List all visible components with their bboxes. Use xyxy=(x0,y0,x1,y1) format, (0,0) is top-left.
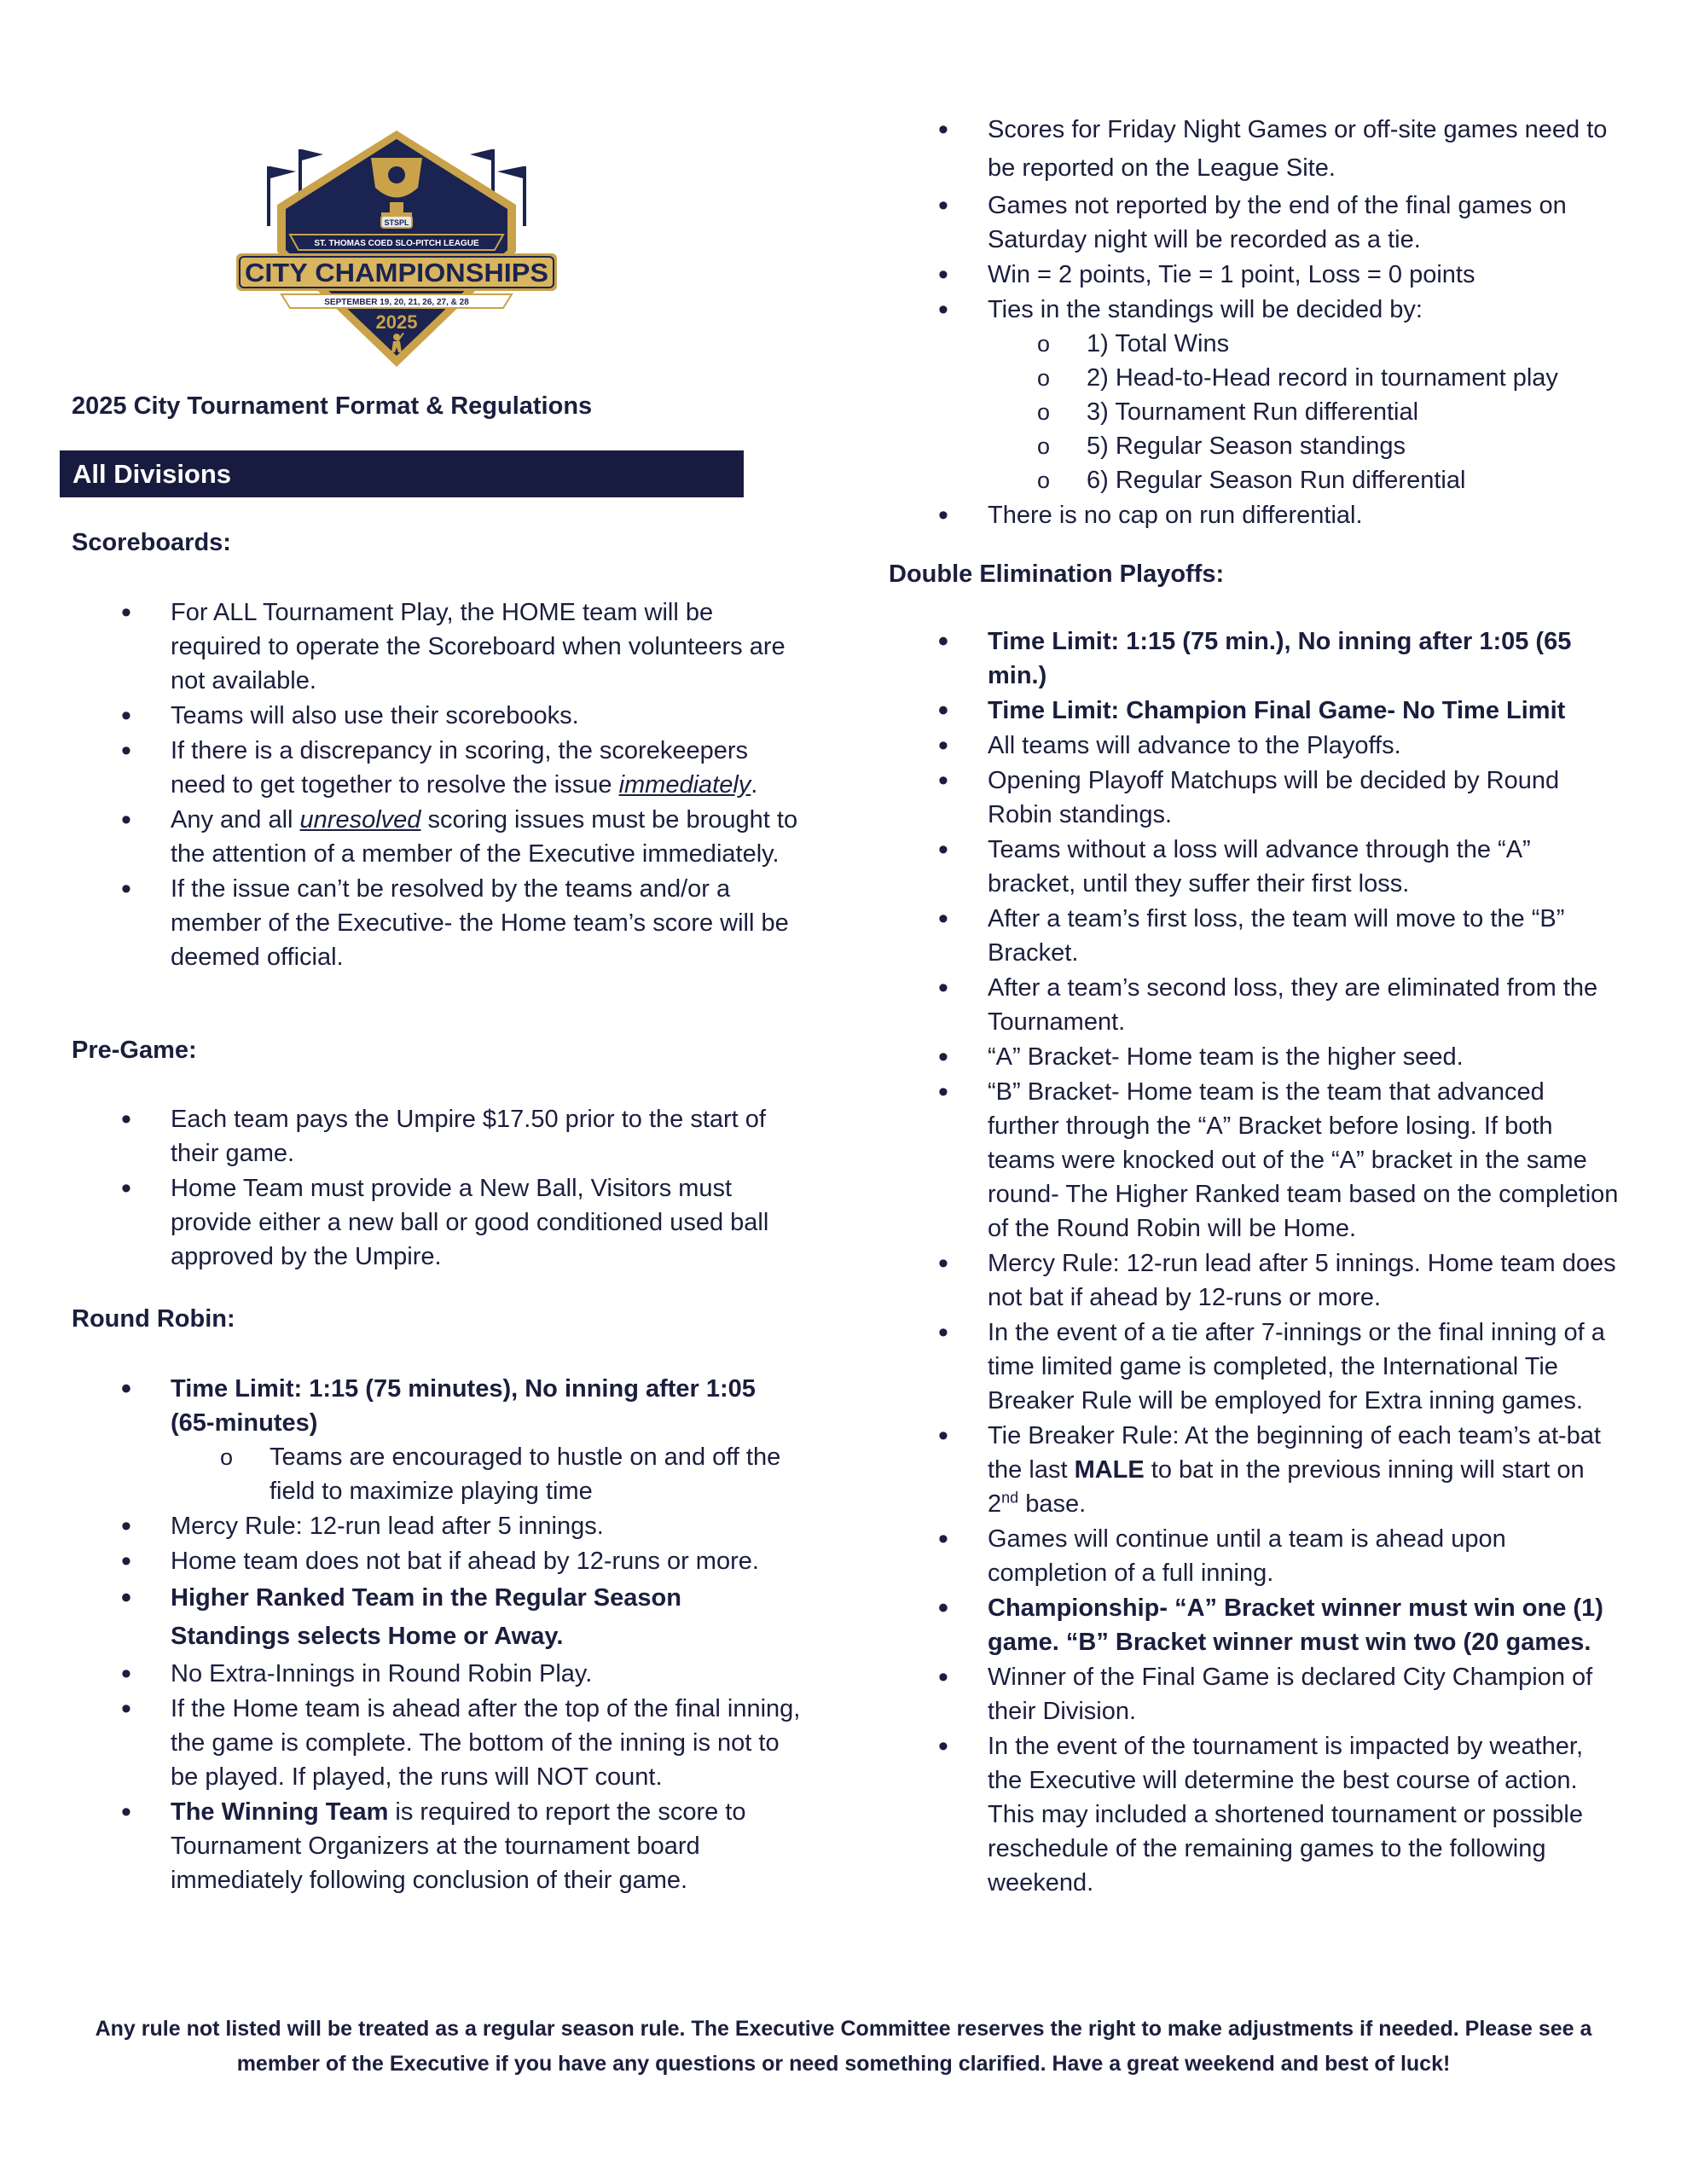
scoreboards-list xyxy=(121,595,803,975)
footer-note: Any rule not listed will be treated as a regular season rule. The Executive Committee reserves the right to make adjustments if needed. Please see a member of the Executive if you have any questions or need something clarified. Have a great weekend and best of luck! xyxy=(95,2017,1592,2076)
list-item: • For ALL Tournament Play, the HOME team will be required to operate the Scoreboard when volunteers are not available. xyxy=(121,595,803,698)
sub-list-item: o 6) Regular Season Run differential xyxy=(1037,463,1620,497)
round-robin-list xyxy=(121,1372,803,1898)
list-item: • Time Limit: 1:15 (75 min.), No inning after 1:05 (65 min.) xyxy=(938,624,1620,693)
list-item: • After a team’s second loss, they are eliminated from the Tournament. xyxy=(938,971,1620,1039)
list-item: • Ties in the standings will be decided by: o 1) Total Wins o 2) Head-to-Head record in tournament play o 3) Tournament Run differential o 5) Regular Season standings o 6) Regular Season Run differential xyxy=(938,293,1620,497)
reporting-list xyxy=(938,111,1620,533)
list-item: • Each team pays the Umpire $17.50 prior to the start of their game. xyxy=(121,1102,803,1170)
list-item: • Mercy Rule: 12-run lead after 5 innings. xyxy=(121,1509,803,1543)
tiebreaker-sublist xyxy=(988,327,1620,497)
list-item: • In the event of the tournament is impacted by weather, the Executive will determine the best course of action. This may included a shortened tournament or possible reschedule of the remaining games to the following weekend. xyxy=(938,1729,1620,1900)
list-item: • Any and all unresolved scoring issues must be brought to the attention of a member of the Executive immediately. xyxy=(121,803,803,871)
heading-scoreboards: Scoreboards: xyxy=(72,529,231,556)
heading-round-robin: Round Robin: xyxy=(72,1305,235,1333)
svg-text:2025: 2025 xyxy=(375,311,418,333)
list-item: • In the event of a tie after 7-innings or the final inning of a time limited game is completed, the International Tie Breaker Rule will be employed for Extra inning games. xyxy=(938,1316,1620,1418)
sub-list-item: o 2) Head-to-Head record in tournament play xyxy=(1037,361,1620,395)
sub-list-item: o Teams are encouraged to hustle on and off the field to maximize playing time xyxy=(220,1440,803,1508)
list-item: • There is no cap on run differential. xyxy=(938,498,1620,532)
list-item: • “B” Bracket- Home team is the team that advanced further through the “A” Bracket before losing. If both teams were knocked out of the “A” bracket in the same round- The Higher Ranked team based on the completion of the Round Robin will be Home. xyxy=(938,1075,1620,1246)
city-championships-logo xyxy=(235,124,559,371)
list-item: • No Extra-Innings in Round Robin Play. xyxy=(121,1657,803,1691)
svg-text:CITY CHAMPIONSHIPS: CITY CHAMPIONSHIPS xyxy=(245,258,548,288)
list-item: • Games not reported by the end of the final games on Saturday night will be recorded as a tie. xyxy=(938,189,1620,257)
svg-text:ST. THOMAS COED SLO-PITCH LEAG: ST. THOMAS COED SLO-PITCH LEAGUE xyxy=(314,239,479,248)
sub-list-item: o 1) Total Wins xyxy=(1037,327,1620,361)
list-item: • If there is a discrepancy in scoring, the scorekeepers need to get together to resolve the issue immediately. xyxy=(121,734,803,802)
list-item: • After a team’s first loss, the team will move to the “B” Bracket. xyxy=(938,902,1620,970)
list-item: • Games will continue until a team is ahead upon completion of a full inning. xyxy=(938,1522,1620,1590)
list-item: • Championship- “A” Bracket winner must win one (1) game. “B” Bracket winner must win two (20 games. xyxy=(938,1591,1620,1659)
list-item: • Winner of the Final Game is declared City Champion of their Division. xyxy=(938,1660,1620,1728)
list-item: • Win = 2 points, Tie = 1 point, Loss = 0 points xyxy=(938,258,1620,292)
list-item: • Higher Ranked Team in the Regular Season Standings selects Home or Away. xyxy=(121,1579,803,1656)
list-item: • Time Limit: 1:15 (75 minutes), No inning after 1:05 (65-minutes) o Teams are encouraged to hustle on and off the field to maximize playing time xyxy=(121,1372,803,1508)
heading-double-elimination: Double Elimination Playoffs: xyxy=(889,561,1225,588)
list-item: • “A” Bracket- Home team is the higher seed. xyxy=(938,1040,1620,1074)
playoffs-list xyxy=(938,624,1620,1901)
pregame-list xyxy=(121,1102,803,1275)
list-item: • If the issue can’t be resolved by the teams and/or a member of the Executive- the Home team’s score will be deemed official. xyxy=(121,872,803,974)
list-item: • Tie Breaker Rule: At the beginning of each team’s at-bat the last MALE to bat in the previous inning will start on 2nd base. xyxy=(938,1419,1620,1521)
list-item: • All teams will advance to the Playoffs. xyxy=(938,729,1620,763)
document-title: 2025 City Tournament Format & Regulations xyxy=(72,392,593,420)
list-item: • Home Team must provide a New Ball, Visitors must provide either a new ball or good conditioned used ball approved by the Umpire. xyxy=(121,1171,803,1274)
list-item: • Home team does not bat if ahead by 12-runs or more. xyxy=(121,1544,803,1578)
list-item: • Time Limit: Champion Final Game- No Time Limit xyxy=(938,694,1620,728)
svg-text:SEPTEMBER 19, 20, 21, 26, 27,: SEPTEMBER 19, 20, 21, 26, 27, & 28 xyxy=(324,298,469,307)
list-item: • If the Home team is ahead after the top of the final inning, the game is complete. The bottom of the inning is not to be played. If played, the runs will NOT count. xyxy=(121,1692,803,1794)
sub-list-item: o 3) Tournament Run differential xyxy=(1037,395,1620,429)
time-limit-sublist xyxy=(171,1440,803,1508)
list-item: • Teams without a loss will advance through the “A” bracket, until they suffer their first loss. xyxy=(938,833,1620,901)
sub-list-item: o 5) Regular Season standings xyxy=(1037,429,1620,463)
heading-pre-game: Pre-Game: xyxy=(72,1037,197,1064)
svg-text:STSPL: STSPL xyxy=(384,218,409,227)
list-item: • Mercy Rule: 12-run lead after 5 innings. Home team does not bat if ahead by 12-runs or more. xyxy=(938,1246,1620,1315)
section-bar-all-divisions: All Divisions xyxy=(60,450,744,497)
list-item: • Opening Playoff Matchups will be decided by Round Robin standings. xyxy=(938,764,1620,832)
list-item: • Teams will also use their scorebooks. xyxy=(121,699,803,733)
list-item: • Scores for Friday Night Games or off-site games need to be reported on the League Site. xyxy=(938,111,1620,188)
list-item: • The Winning Team is required to report the score to Tournament Organizers at the tournament board immediately following conclusion of their game. xyxy=(121,1795,803,1897)
